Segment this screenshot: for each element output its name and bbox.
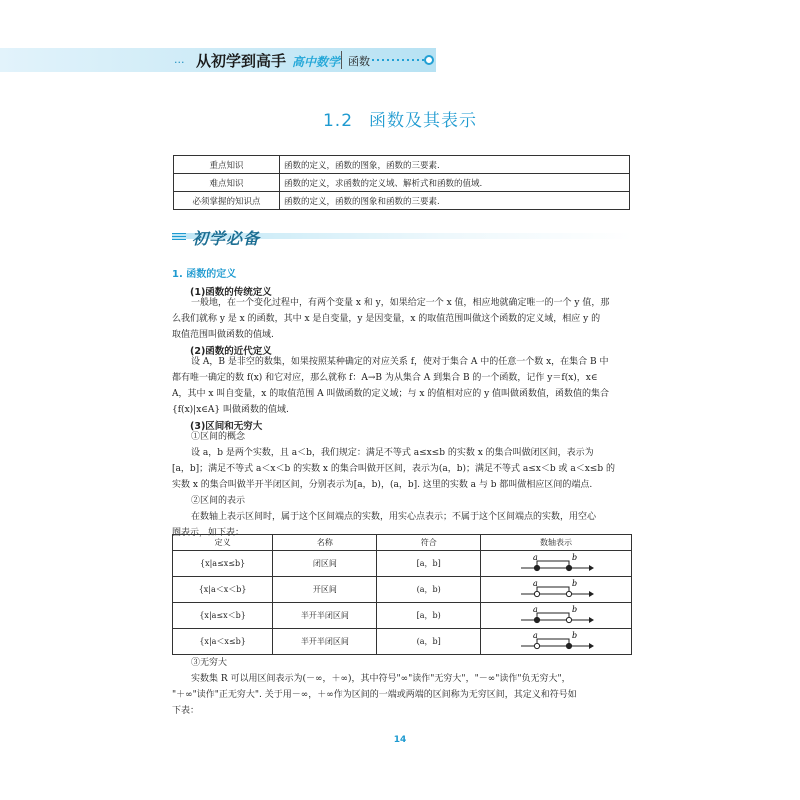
header-dot-row	[372, 59, 426, 61]
endpoint-label-b: b	[572, 604, 578, 614]
header-subject: 高中数学	[292, 55, 341, 69]
section-number: 1.2	[322, 111, 354, 131]
endpoint-label-a: a	[533, 630, 538, 640]
interval-definition: {x|a＜x≤b}	[173, 629, 273, 655]
text-line: 圈表示，如下表：	[172, 528, 245, 538]
table-row	[174, 156, 630, 174]
arrow-right-icon	[589, 643, 594, 649]
endpoint-label-b: b	[572, 630, 578, 640]
open-endpoint-circle	[566, 591, 571, 596]
open-endpoint-circle	[566, 617, 571, 622]
column-header: 符合	[377, 535, 481, 551]
column-header: 数轴表示	[481, 535, 632, 551]
table-row	[173, 551, 632, 577]
header-dots: ···	[174, 56, 185, 69]
number-line-cell	[481, 629, 632, 655]
text-line: ②区间的表示	[191, 496, 246, 506]
table-header-row	[173, 535, 632, 551]
text-line: 一般地，在一个变化过程中，有两个变量 x 和 y，如果给定一个 x 值，相应地就确定唯一的一个 y 值，那	[191, 298, 610, 308]
text-line: 取值范围叫做函数的值域.	[172, 330, 274, 340]
column-header: 定义	[173, 535, 273, 551]
number-line-diagram	[481, 604, 631, 628]
text-line: 在数轴上表示区间时，属于这个区间端点的实数，用实心点表示；不属于这个区间端点的实数，用空心	[191, 512, 597, 522]
endpoint-label-a: a	[533, 578, 538, 588]
interval-definition: {x|a＜x＜b}	[173, 577, 273, 603]
subheading-modern: (2)函数的近代定义	[190, 346, 272, 357]
interval-bracket	[537, 639, 569, 646]
table-row	[174, 192, 630, 210]
endpoint-label-b: b	[572, 578, 578, 588]
text-line: 设 A，B 是非空的数集，如果按照某种确定的对应关系 f，使对于集合 A 中的任意一个数 x，在集合 B 中	[191, 357, 609, 367]
closed-endpoint-dot	[534, 565, 539, 570]
text-line: 都有唯一确定的数 f(x) 和它对应，那么就称 f：A→B 为从集合 A 到集合 B 的一个函数，记作 y＝f(x)，x∈	[172, 373, 598, 383]
number-line-cell	[481, 577, 632, 603]
table-cell-key: 重点知识	[174, 156, 280, 174]
open-endpoint-circle	[534, 591, 539, 596]
text-line: 下表：	[172, 706, 200, 716]
number-line-diagram	[481, 630, 631, 654]
text-line: 实数 x 的集合叫做半开半闭区间，分别表示为[a，b)，(a，b]. 这里的实数 a 与 b 都叫做相应区间的端点.	[172, 480, 593, 490]
table-row	[173, 629, 632, 655]
header-separator	[341, 51, 342, 69]
table-cell-value: 函数的定义，函数的图象，函数的三要素.	[280, 156, 630, 174]
column-header: 名称	[273, 535, 377, 551]
text-line: "＋∞"读作"正无穷大". 关于用－∞，＋∞作为区间的一端或两端的区间称为无穷区间，其定义和符号如	[172, 690, 577, 700]
number-line-cell	[481, 551, 632, 577]
closed-endpoint-dot	[566, 643, 571, 648]
banner-lines-icon	[172, 232, 186, 240]
paragraph-traditional	[172, 295, 632, 343]
interval-definition: {x|a≤x＜b}	[173, 603, 273, 629]
paragraph-interval-concept	[172, 429, 632, 541]
interval-bracket	[537, 613, 569, 620]
section-banner	[172, 226, 632, 246]
table-cell-value: 函数的定义，函数的图象和函数的三要素.	[280, 192, 630, 210]
interval-name: 开区间	[273, 577, 377, 603]
section-title	[0, 106, 800, 131]
arrow-right-icon	[589, 565, 594, 571]
header-ring-icon	[424, 55, 434, 65]
page-header	[0, 48, 436, 72]
table-cell-key: 必须掌握的知识点	[174, 192, 280, 210]
interval-definition: {x|a≤x≤b}	[173, 551, 273, 577]
interval-symbol: [a，b]	[377, 551, 481, 577]
interval-symbol: (a，b]	[377, 629, 481, 655]
table-row	[173, 577, 632, 603]
text-line: 实数集 R 可以用区间表示为(－∞，＋∞)，其中符号"∞"读作"无穷大"，"－∞"读作"负无穷大"，	[191, 674, 571, 684]
number-line-diagram	[481, 552, 631, 576]
subheading-intervals: (3)区间和无穷大	[190, 421, 263, 432]
arrow-right-icon	[589, 617, 594, 623]
arrow-right-icon	[589, 591, 594, 597]
page-number: 14	[393, 735, 407, 745]
table-cell-value: 函数的定义，求函数的定义域、解析式和函数的值域.	[280, 174, 630, 192]
endpoint-label-a: a	[533, 552, 538, 562]
paragraph-modern	[172, 354, 632, 418]
table-row	[173, 603, 632, 629]
header-series-title: 从初学到高手	[196, 52, 287, 70]
interval-bracket	[537, 561, 569, 568]
interval-symbol: (a，b)	[377, 577, 481, 603]
subheading-traditional: (1)函数的传统定义	[190, 287, 272, 298]
interval-symbol: [a，b)	[377, 603, 481, 629]
header-chapter: 函数	[348, 55, 370, 68]
section-title-text: 函数及其表示	[369, 111, 478, 131]
text-line: {f(x)|x∈A} 叫做函数的值域.	[172, 405, 289, 415]
text-line: ③无穷大	[191, 658, 228, 668]
number-line-diagram	[481, 578, 631, 602]
key-points-table	[173, 155, 630, 210]
banner-text: 初学必备	[192, 229, 261, 248]
text-line: ①区间的概念	[191, 432, 246, 442]
text-line: 么我们就称 y 是 x 的函数，其中 x 是自变量，y 是因变量，x 的取值范围叫做这个函数的定义域，相应 y 的	[172, 314, 601, 324]
text-line: [a，b]；满足不等式 a＜x＜b 的实数 x 的集合叫做开区间，表示为(a，b)；满足不等式 a≤x＜b 或 a＜x≤b 的	[172, 464, 615, 474]
text-line: 设 a，b 是两个实数，且 a＜b，我们规定：满足不等式 a≤x≤b 的实数 x 的集合叫做闭区间，表示为	[191, 448, 594, 458]
table-cell-key: 难点知识	[174, 174, 280, 192]
number-line-cell	[481, 603, 632, 629]
paragraph-infinity	[172, 655, 632, 719]
endpoint-label-b: b	[572, 552, 578, 562]
interval-name: 闭区间	[273, 551, 377, 577]
open-endpoint-circle	[534, 643, 539, 648]
table-row	[174, 174, 630, 192]
heading-function-definition: 1. 函数的定义	[172, 269, 237, 280]
text-line: A，其中 x 叫自变量，x 的取值范围 A 叫做函数的定义域；与 x 的值相对应的 y 值叫做函数值，函数值的集合	[172, 389, 610, 399]
closed-endpoint-dot	[534, 617, 539, 622]
interval-name: 半开半闭区间	[273, 603, 377, 629]
interval-bracket	[537, 587, 569, 594]
interval-table	[172, 534, 632, 655]
endpoint-label-a: a	[533, 604, 538, 614]
closed-endpoint-dot	[566, 565, 571, 570]
interval-name: 半开半闭区间	[273, 629, 377, 655]
